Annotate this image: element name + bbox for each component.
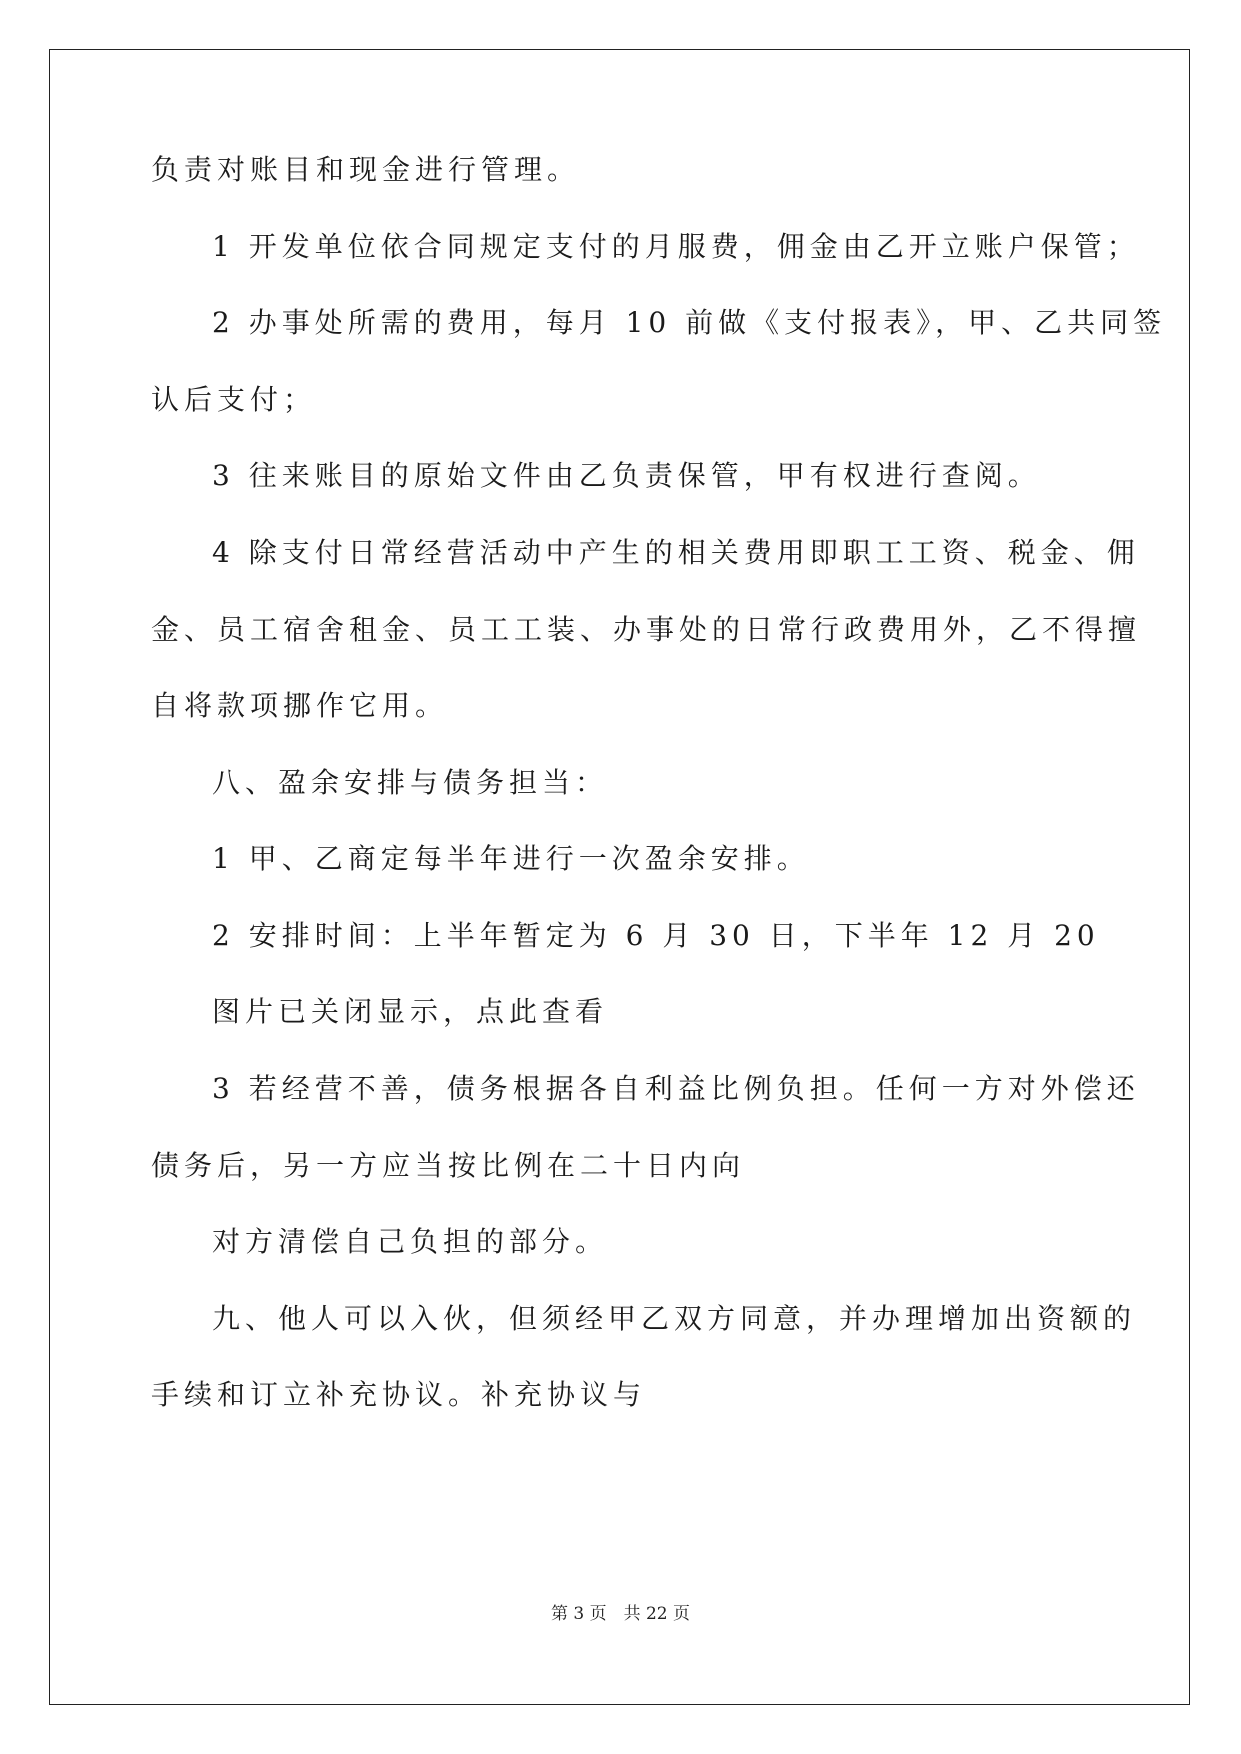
body-line-14: 债务后，另一方应当按比例在二十日内向 — [151, 1149, 746, 1182]
page-number-footer: 第 3 页 共 22 页 — [550, 1604, 691, 1624]
page-border — [49, 49, 1190, 1705]
body-line-1: 负责对账目和现金进行管理。 — [151, 153, 581, 186]
section-heading-eight: 八、盈余安排与债务担当： — [212, 766, 609, 799]
body-line-15: 对方清偿自己负担的部分。 — [212, 1225, 609, 1258]
body-line-8: 自将款项挪作它用。 — [151, 689, 449, 722]
body-line-10: 1 甲、乙商定每半年进行一次盈余安排。 — [212, 842, 810, 875]
section-heading-nine: 九、他人可以入伙，但须经甲乙双方同意，并办理增加出资额的 — [212, 1302, 1137, 1335]
body-line-7: 金、员工宿舍租金、员工工装、办事处的日常行政费用外，乙不得擅 — [151, 613, 1142, 646]
body-line-2: 1 开发单位依合同规定支付的月服费，佣金由乙开立账户保管； — [212, 230, 1140, 263]
body-line-11: 2 安排时间：上半年暂定为 6 月 30 日，下半年 12 月 20 — [212, 919, 1100, 952]
body-line-6: 4 除支付日常经营活动中产生的相关费用即职工工资、税金、佣 — [212, 536, 1140, 569]
body-line-3: 2 办事处所需的费用，每月 10 前做《支付报表》，甲、乙共同签 — [212, 306, 1167, 339]
body-line-5: 3 往来账目的原始文件由乙负责保管，甲有权进行查阅。 — [212, 459, 1041, 492]
image-closed-link[interactable]: 图片已关闭显示，点此查看 — [212, 995, 609, 1028]
body-line-13: 3 若经营不善，债务根据各自利益比例负担。任何一方对外偿还 — [212, 1072, 1140, 1105]
body-line-17: 手续和订立补充协议。补充协议与 — [151, 1378, 647, 1411]
body-line-4: 认后支付； — [151, 383, 317, 416]
